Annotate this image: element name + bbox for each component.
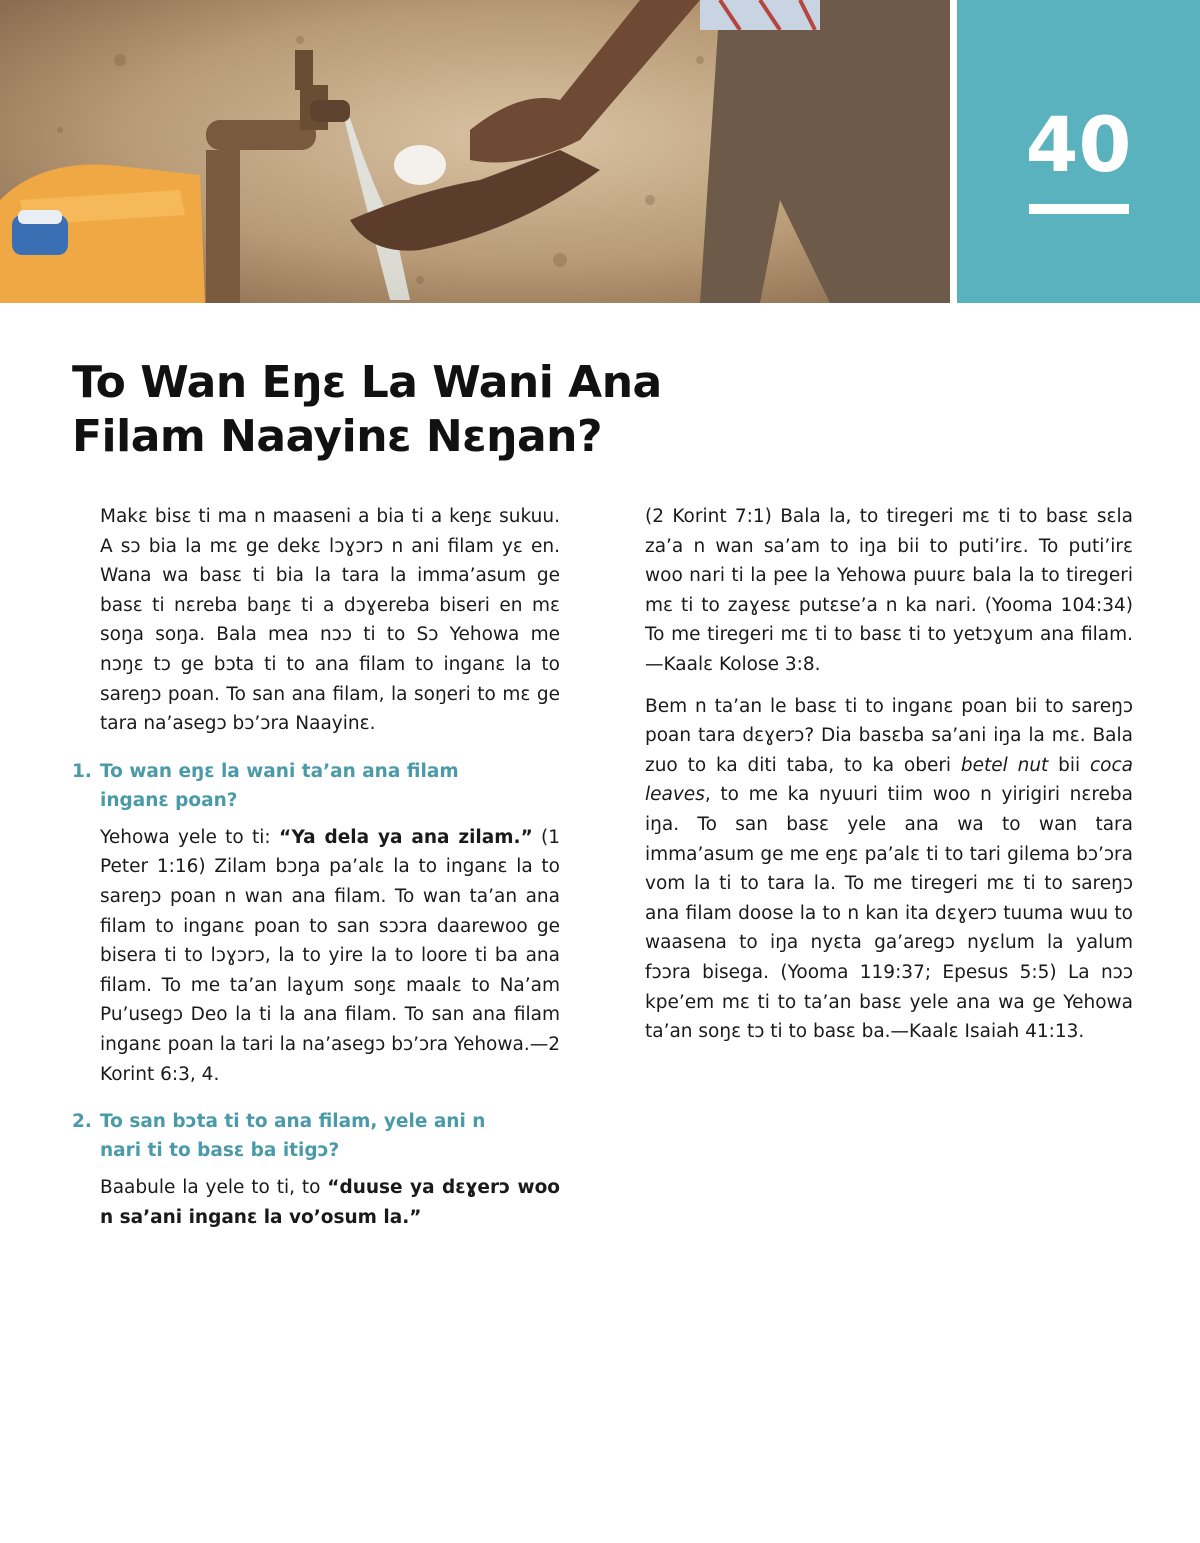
handwashing-illustration [0,0,950,303]
left-column [72,502,560,1244]
lesson-number: 40 [1025,100,1132,189]
answer-2b-part-c: , to me ka nyuuri tiim woo n yirigiri nɛreba iŋa. To san basɛ yele ana wa to wan tara imma’asum ge me eŋɛ pa’alɛ ti to tari gilema bɔ’ɔra vom la ti to tara la. To me tiregeri mɛ ti to sareŋɔ ana filam doose la to n kan ita dɛɣerɔ tuuma wuu to waasena to iŋa nyɛta ga’aregɔ nyɛlum la yalum fɔɔra bisega. (Yooma 119:37; Epesus 5:5) La nɔɔ kpe’em mɛ ti to ta’an basɛ yele ana wa ge Yehowa ta’an soŋɛ tɔ ti to basɛ ba.—Kaalɛ Isaiah 41:13. [645,784,1133,1043]
lesson-number-box [957,0,1200,303]
answer-2-quote: “duuse ya dɛɣerɔ woo n sa’ani inganɛ la vo’osum la.” [100,1177,561,1228]
answer-1-paragraph [72,823,560,1089]
answer-2-second-paragraph [645,692,1133,1047]
intro-paragraph: Makɛ bisɛ ti ma n maaseni a bia ti a keŋɛ sukuu. A sɔ bia la mɛ ge dekɛ lɔɣɔrɔ n ani filam yɛ en. Wana wa basɛ ti bia la tara la imma’asum ge basɛ ti nɛreba baŋɛ ti a dɔɣereba biseri en mɛ soŋa soŋa. Bala mea nɔɔ ti to Sɔ Yehowa me nɔŋɛ tɔ ge bɔta ti to ana filam to inganɛ la to sareŋɔ poan. To san ana filam, la soŋeri to mɛ ge tara na’asegɔ bɔ’ɔra Naayinɛ. [100,506,560,735]
answer-1-lead: Yehowa yele to ti: [100,826,279,848]
answer-2b-part-b: bii [1048,754,1090,776]
answer-2b-term-2: coca leaves [645,754,1133,806]
question-1-text: To wan eŋɛ la wani ta’an ana filam inganɛ poan? [100,760,459,811]
question-2-number: 2. [72,1111,92,1133]
lesson-title: To Wan Eŋɛ La Wani Ana Filam Naayinɛ Nɛŋan? [72,357,662,462]
right-column [645,502,1133,1059]
question-2-text: To san bɔta ti to ana filam, yele ani n nari ti to basɛ ba itigɔ? [100,1111,486,1162]
question-2 [72,1107,492,1165]
answer-1-quote: “Ya dela ya ana zilam.” [278,826,533,848]
answer-2-paragraph [72,1173,560,1232]
answer-1-body: (1 Peter 1:16) Zilam bɔŋa pa’alɛ la to inganɛ la to sareŋɔ poan n wan ana filam. To wan ta’an ana filam to inganɛ poan to san sɔɔra daarewoo ge bisera ti to lɔɣɔrɔ, la to yire la to loore ti ba ana filam. To me ta’an laɣum soŋɛ maalɛ to Na’am Pu’usegɔ Deo la ti la ana filam. To san ana filam inganɛ poan la tari la na’asegɔ bɔ’ɔra Yehowa.—2 Korint 6:3, 4. [100,826,561,1085]
lesson-number-underline [1029,204,1129,214]
answer-2-lead: Baabule la yele to ti, to [100,1177,328,1199]
answer-2b-term-1: betel nut [960,754,1049,776]
hero-photo [0,0,950,303]
question-1 [72,757,492,815]
answer-2-continued: (2 Korint 7:1) Bala la, to tiregeri mɛ ti to basɛ sɛla za’a n wan sa’am to iŋa bii to puti’irɛ. To puti’irɛ woo nari ti la pee la Yehowa puurɛ bala la to tiregeri mɛ ti to zaɣesɛ putɛse’a n ka nari. (Yooma 104:34) To me tiregeri mɛ ti to basɛ ti to yetɔɣum ana filam. —Kaalɛ Kolose 3:8. [645,506,1133,675]
answer-2b-part-a: Bem n ta’an le basɛ ti to inganɛ poan bii to sareŋɔ poan tara dɛɣerɔ? Dia basɛba sa’ani iŋa la mɛ. Bala zuo to ka diti taba, to ka oberi [645,695,1133,776]
question-1-number: 1. [72,760,92,782]
